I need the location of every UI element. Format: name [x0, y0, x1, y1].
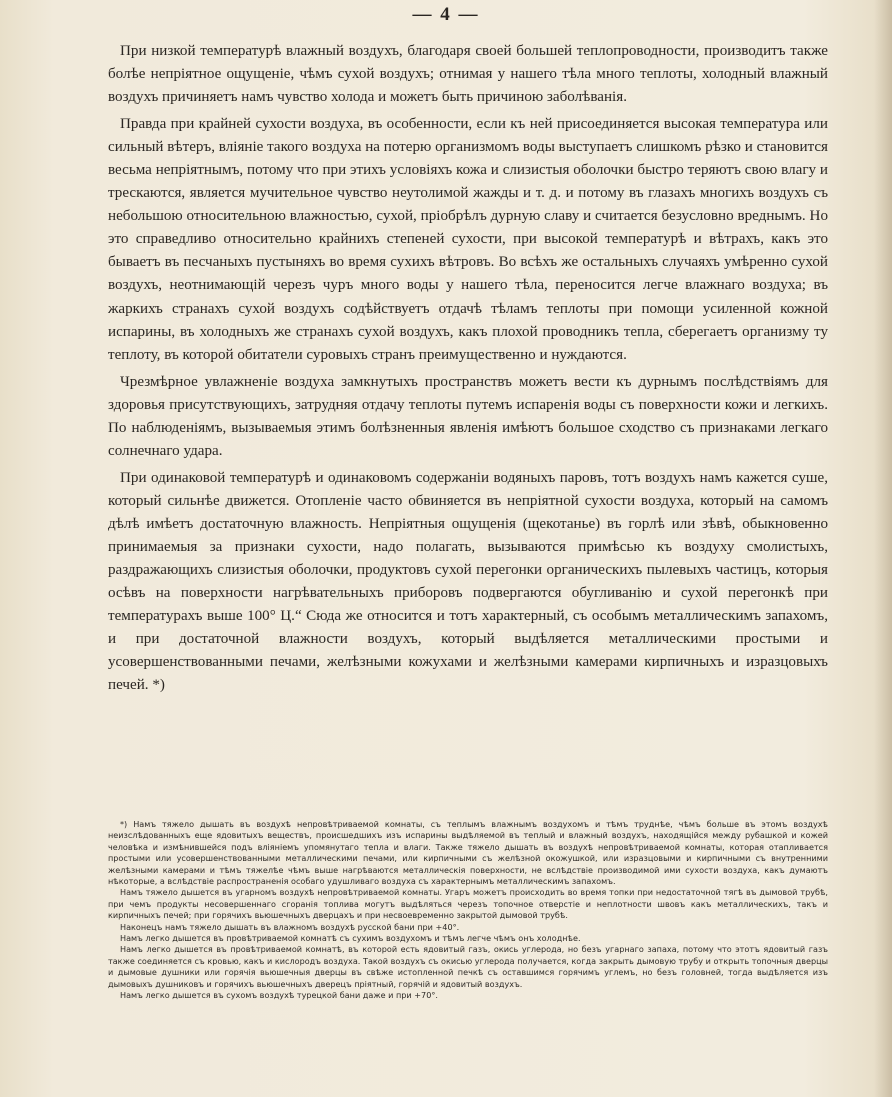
paragraph-2: Правда при крайней сухости воздуха, въ особенности, если къ ней присоединяется высокая температура или сильный вѣтеръ, вліяніе такого воздуха на потерю организмомъ воды выступаетъ слишкомъ рѣзко и становится весьма непріятнымъ, потому что при этихъ условіяхъ кожа и слизистыя оболочки быстро теряютъ свою влагу и трескаются, является мучительное чувство неутолимой жажды и т. д. и потому въ глазахъ многихъ воздухъ съ небольшою относительною влажностью, сухой, пріобрѣлъ дурную славу и считается безусловно вреднымъ. Но это справедливо относительно крайнихъ степеней сухости, при высокой температурѣ и вѣтрахъ, какъ это бываетъ въ песчаныхъ пустыняхъ во время сухихъ вѣтровъ. Во всѣхъ же остальныхъ случаяхъ умѣренно сухой воздухъ, неотнимающій черезъ чуръ много воды у нашего тѣла, переносится легче влажнаго воздуха; въ жаркихъ странахъ сухой воздухъ содѣйствуетъ отдачѣ тѣламъ теплоты при помощи усиленной кожной испарины, въ холодныхъ же странахъ сухой воздухъ, какъ плохой проводникъ тепла, сберегаетъ организму ту теплоту, въ которой обитатели суровыхъ странъ преимущественно и нуждаются.	[108, 116, 828, 363]
paragraph-1: При низкой температурѣ влажный воздухъ, благодаря своей большей теплопроводности, производитъ также болѣе непріятное ощущеніе, чѣмъ сухой воздухъ; отнимая у нашего тѣла много теплоты, холодный влажный воздухъ причиняетъ намъ чувство холода и можетъ быть причиною заболѣванія.	[108, 43, 828, 106]
footnote-block	[108, 819, 828, 1002]
paragraph-3: Чрезмѣрное увлажненіе воздуха замкнутыхъ пространствъ можетъ вести къ дурнымъ послѣдствіямъ для здоровья присутствующихъ, затрудняя отдачу теплоты путемъ испаренія воды съ поверхности кожи и легкихъ. По наблюденіямъ, вызываемыя этимъ болѣзненныя явленія имѣютъ большое сходство съ признаками легкаго солнечнаго удара.	[108, 373, 828, 459]
footnote-2: Намъ тяжело дышется въ угарномъ воздухѣ непровѣтриваемой комнаты. Угаръ можетъ происходить во время топки при недостаточной тягѣ въ дымовой трубѣ, при чемъ продукты несовершеннаго сгоранія топлива могутъ выдѣляться черезъ топочное отверстіе и неплотности швовъ какъ металлическихъ, такъ и кирпичныхъ печей; при горячихъ вьюшечныхъ дверцахъ и при несвоевременно закрытой дымовой трубѣ.	[108, 887, 828, 921]
page-edge-shadow	[874, 0, 892, 1097]
page-number: — 4 —	[412, 4, 480, 25]
footnote-5: Намъ легко дышется въ провѣтриваемой комнатѣ, въ которой есть ядовитый газъ, окись углерода, но безъ угарнаго запаха, потому что этотъ ядовитый газъ также соединяется съ кровью, какъ и кислородъ воздуха. Такой воздухъ съ окисью углерода получается, когда закрыть дымовую трубу и открыть топочныя дверцы и дымовые душники или горячія вьюшечныя дверцы въ свѣже истопленной печкѣ съ оставшимся горячимъ углемъ, но безъ головней, тогда выдѣляется изъ дымовыхъ душниковъ и горячихъ вьюшечныхъ дверецъ пріятный, горячій и ядовитый воздухъ.	[108, 944, 828, 989]
footnote-6: Намъ легко дышется въ сухомъ воздухѣ турецкой бани даже и при +70°.	[120, 990, 438, 1001]
footnote-1: *) Намъ тяжело дышать въ воздухѣ непровѣтриваемой комнаты, съ теплымъ влажнымъ воздухомъ и тѣмъ труднѣе, чѣмъ больше въ этомъ воздухѣ неизслѣдованныхъ еще ядовитыхъ веществъ, происшедшихъ изъ испарины выдѣляемой въ теплый и влажный воздухъ, находящійся между рубашкой и кожей человѣка и измѣнившейся подъ вліяніемъ упомянутаго тепла и влаги. Также тяжело дышать въ воздухѣ непровѣтриваемой комнаты, которая отапливается простыми или усовершенствованными металлическими печами, или кирпичными съ желѣзной окожушкой, или изразцовыми и кирпичными съ внутренними желѣзными камерами и тѣмъ тяжелѣе чѣмъ выше нагрѣваются металлическія поверхности, не вслѣдствіе производимой ими сухости воздуха, какъ думаютъ нѣкоторые, а вслѣдствіе распространенія особаго удушливаго воздуха съ характернымъ металлическимъ запахомъ.	[108, 819, 828, 887]
footnote-3: Наконецъ намъ тяжело дышать въ влажномъ воздухѣ русской бани при +40°.	[120, 921, 460, 932]
footnote-4: Намъ легко дышется въ провѣтриваемой комнатѣ съ сухимъ воздухомъ и тѣмъ легче чѣмъ онъ холоднѣе.	[120, 933, 581, 944]
paragraph-4: При одинаковой температурѣ и одинаковомъ содержаніи водяныхъ паровъ, тотъ воздухъ намъ кажется суше, который сильнѣе движется. Отопленіе часто обвиняется въ непріятной сухости воздуха, который на самомъ дѣлѣ имѣетъ достаточную влажность. Непріятныя ощущенія (щекотанье) въ горлѣ или зѣвѣ, обыкновенно принимаемыя за признаки сухости, надо полагать, вызываются примѣсью къ воздуху смолистыхъ, раздражающихъ слизистыя оболочки, продуктовъ сухой перегонки органическихъ пылевыхъ частицъ, которыя осѣвъ на поверхности нагрѣвательныхъ приборовъ подвергаются обугливанію и сухой перегонкѣ при температурахъ выше 100° Ц.“ Сюда же относится и тотъ характерный, съ особымъ металлическимъ запахомъ, и при достаточной влажности воздухъ, который выдѣляется металлическими простыми и усовершенствованными печами, желѣзными кожухами и желѣзными камерами кирпичныхъ и изразцовыхъ печей. *)	[108, 469, 828, 694]
main-text	[108, 40, 828, 701]
